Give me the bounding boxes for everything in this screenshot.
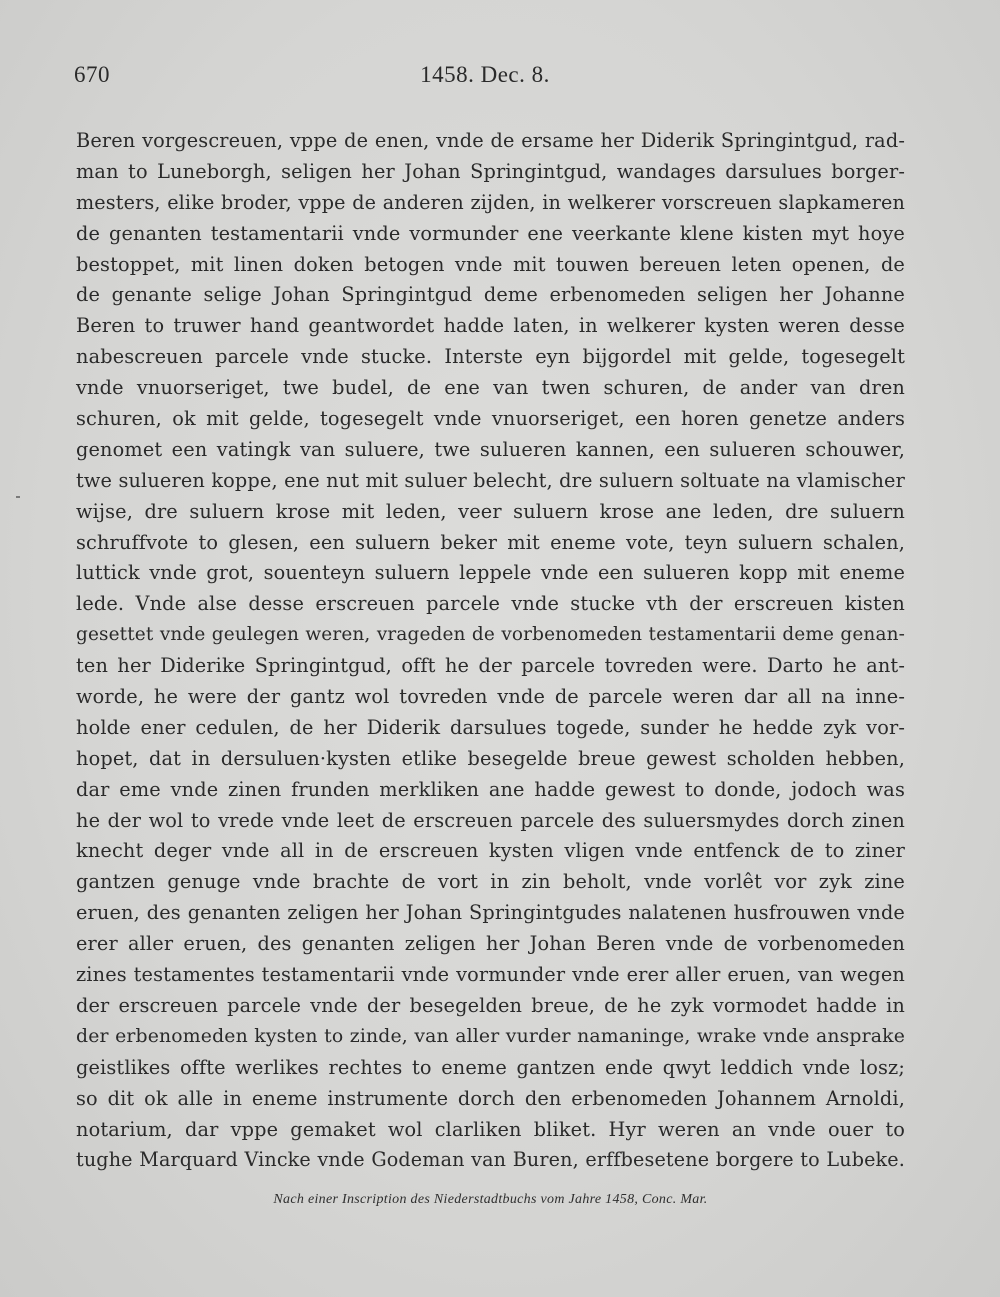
page-number: 670 bbox=[74, 62, 110, 87]
page-header bbox=[74, 62, 920, 94]
text-line: de genanten testamentarii vnde vormunder ene veerkante klene kisten myt hoye bbox=[76, 221, 905, 245]
text-line: bestoppet, mit linen doken betogen vnde mit touwen bereuen leten openen, de bbox=[76, 252, 905, 276]
text-line: hopet, dat in dersuluen·kysten etlike besegelde breue gewest scholden hebben, bbox=[76, 746, 905, 770]
text-line: ten her Diderike Springintgud, offt he der parcele tovreden were. Darto he ant- bbox=[76, 654, 905, 678]
text-line: Beren to truwer hand geantwordet hadde laten, in welkerer kysten weren desse bbox=[76, 314, 905, 338]
text-line: de genante selige Johan Springintgud deme erbenomeden seligen her Johanne bbox=[76, 283, 905, 307]
text-line: luttick vnde grot, souenteyn suluern leppele vnde een sulueren kopp mit eneme bbox=[76, 561, 905, 585]
text-line: erer aller eruen, des genanten zeligen her Johan Beren vnde de vorbenomeden bbox=[76, 932, 905, 956]
running-head: 1458. Dec. 8. bbox=[420, 62, 550, 87]
text-line: zines testamentes testamentarii vnde vormunder vnde erer aller eruen, van wegen bbox=[76, 963, 905, 987]
text-line: dar eme vnde zinen frunden merkliken ane hadde gewest to donde, jodoch was bbox=[76, 777, 905, 801]
text-line: holde ener cedulen, de her Diderik darsulues togede, sunder he hedde zyk vor- bbox=[76, 715, 905, 739]
text-line: eruen, des genanten zeligen her Johan Springintgudes nalatenen husfrouwen vnde bbox=[76, 901, 905, 925]
text-line: he der wol to vrede vnde leet de erscreuen parcele des suluersmydes dorch zinen bbox=[76, 808, 905, 832]
text-line: Beren vorgescreuen, vppe de enen, vnde de ersame her Diderik Springintgud, rad- bbox=[76, 129, 905, 152]
margin-speck bbox=[16, 496, 20, 498]
text-line: der erbenomeden kysten to zinde, van aller vurder namaninge, wrake vnde ansprake bbox=[76, 1025, 905, 1047]
text-line: wijse, dre suluern krose mit leden, veer suluern krose ane leden, dre suluern bbox=[76, 499, 905, 523]
source-footnote: Nach einer Inscription des Niederstadtbuchs vom Jahre 1458, Conc. Mar. bbox=[273, 1192, 708, 1207]
text-line: gantzen genuge vnde brachte de vort in zin beholt, vnde vorlêt vor zyk zine bbox=[76, 870, 905, 894]
text-line: mesters, elike broder, vppe de anderen zijden, in welkerer vorscreuen slapkameren bbox=[76, 190, 905, 214]
text-line: schuren, ok mit gelde, togesegelt vnde vnuorseriget, een horen genetze anders bbox=[76, 407, 905, 431]
text-line: so dit ok alle in eneme instrumente dorch den erbenomeden Johannem Arnoldi, bbox=[76, 1086, 905, 1110]
text-line: man to Luneborgh, seligen her Johan Springintgud, wandages darsulues borger- bbox=[76, 159, 905, 183]
text-line: genomet een vatingk van suluere, twe sulueren kannen, een sulueren schouwer, bbox=[76, 437, 905, 461]
text-line: schruffvote to glesen, een suluern beker mit eneme vote, teyn suluern schalen, bbox=[76, 530, 905, 554]
text-line: vnde vnuorseriget, twe budel, de ene van twen schuren, de ander van dren bbox=[76, 376, 905, 400]
text-line: knecht deger vnde all in de erscreuen kysten vligen vnde entfenck de to ziner bbox=[76, 839, 905, 863]
text-line: notarium, dar vppe gemaket wol clarliken bliket. Hyr weren an vnde ouer to bbox=[76, 1117, 905, 1141]
text-line: der erscreuen parcele vnde der besegelden breue, de he zyk vormodet hadde in bbox=[76, 993, 905, 1017]
text-line: tughe Marquard Vincke vnde Godeman van Buren, erffbesetene borgere to Lubeke. bbox=[76, 1148, 905, 1172]
text-line: geistlikes offte werlikes rechtes to eneme gantzen ende qwyt leddich vnde losz; bbox=[76, 1055, 905, 1079]
text-line: gesettet vnde geulegen weren, vrageden de vorbenomeden testamentarii deme genan- bbox=[76, 624, 905, 646]
body-text bbox=[76, 126, 905, 1176]
text-line: nabescreuen parcele vnde stucke. Interste eyn bijgordel mit gelde, togesegelt bbox=[76, 345, 905, 369]
text-line: lede. Vnde alse desse erscreuen parcele vnde stucke vth der erscreuen kisten bbox=[76, 592, 905, 616]
text-line: worde, he were der gantz wol tovreden vnde de parcele weren dar all na inne- bbox=[76, 685, 905, 709]
text-line: twe sulueren koppe, ene nut mit suluer belecht, dre suluern soltuate na vlamischer bbox=[76, 468, 905, 492]
